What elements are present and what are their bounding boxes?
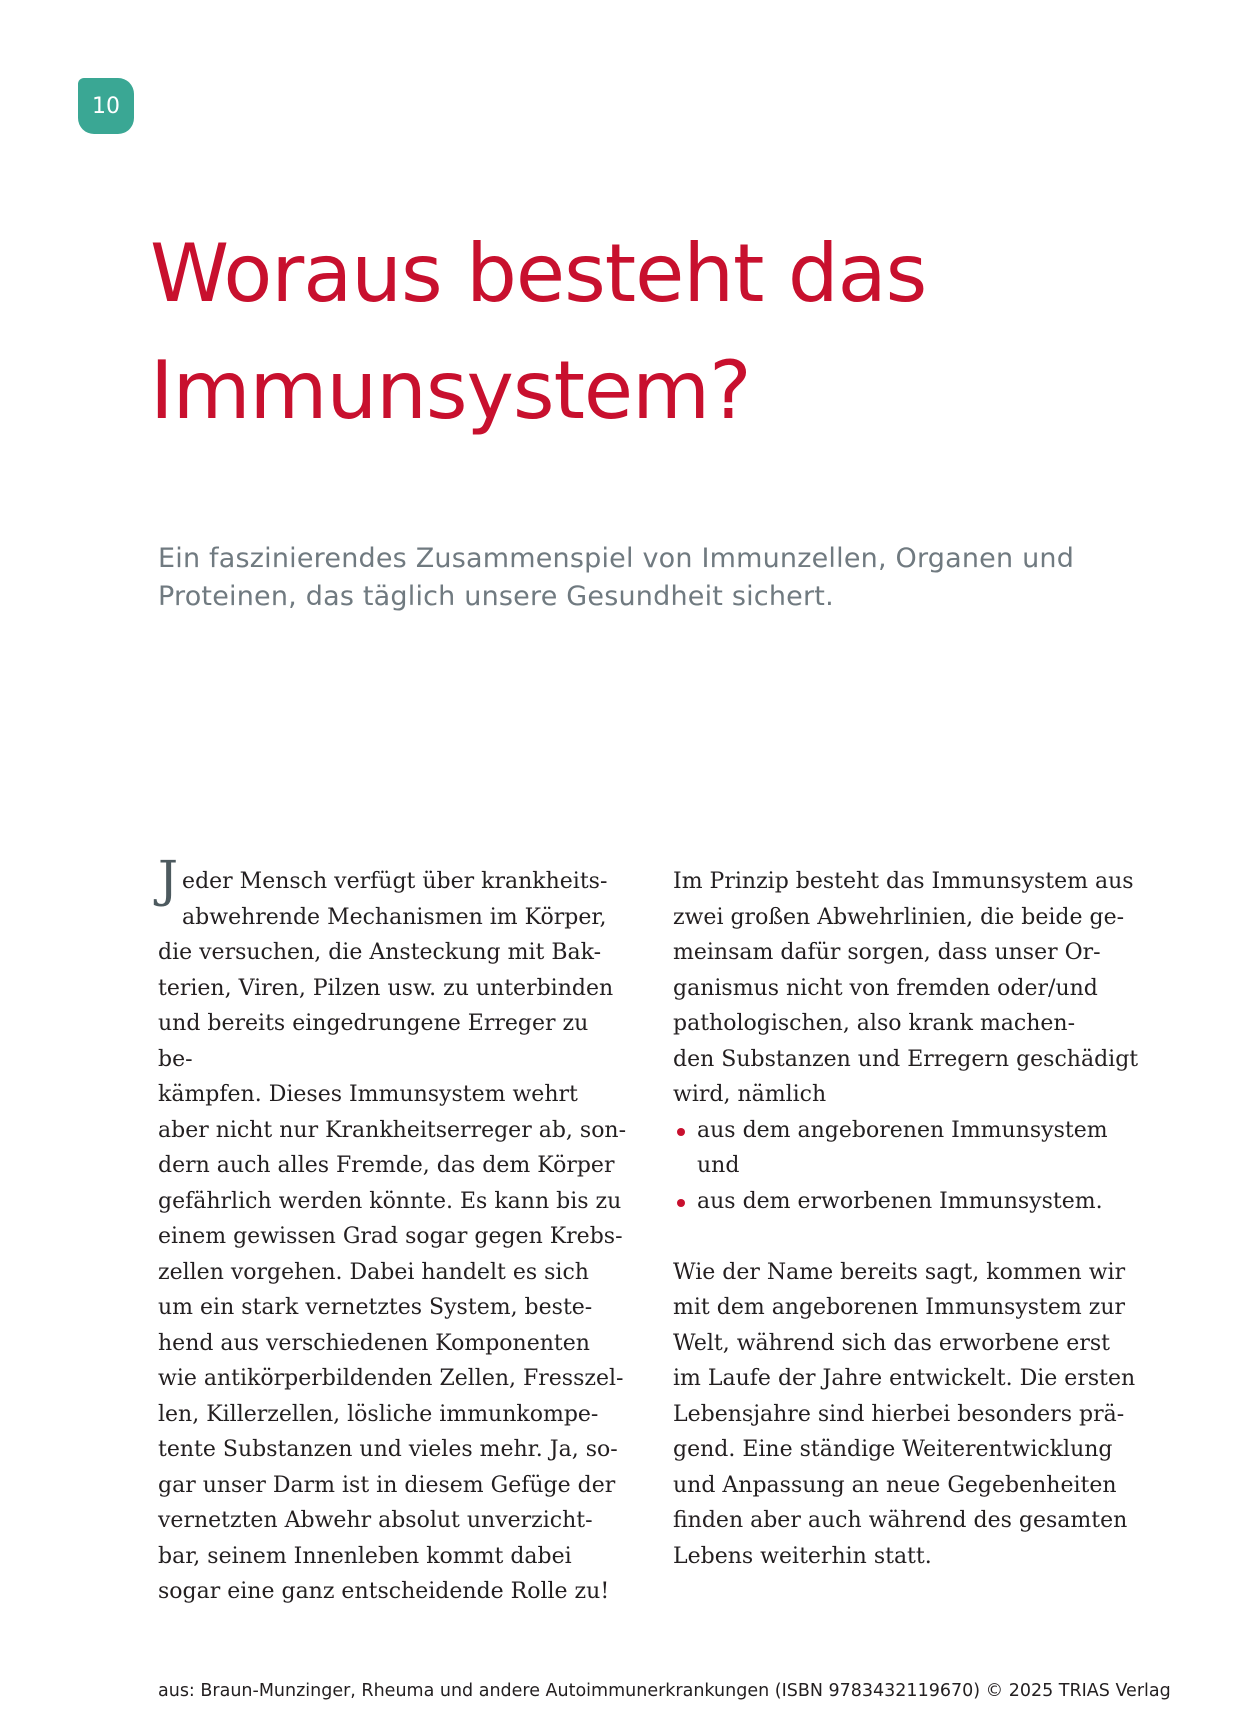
page-number-badge (78, 78, 134, 134)
text-line: meinsam dafür sorgen, dass unser Or- (673, 940, 1101, 965)
text-line: terien, Viren, Pilzen usw. zu unterbinden (158, 975, 614, 1001)
text-line: Im Prinzip besteht das Immunsystem aus (673, 869, 1134, 894)
text-line: abwehrende Mechanismen im Körper, (182, 904, 607, 930)
subtitle-line-1: Ein faszinierendes Zusammenspiel von Immunzellen, Organen und (158, 543, 1075, 574)
body-column-right (673, 864, 1143, 1574)
text-line: tente Substanzen und vieles mehr. Ja, so- (158, 1437, 618, 1462)
text-line: und bereits eingedrungene Erreger zu be- (158, 1011, 589, 1072)
text-line: pathologischen, also krank machen- (673, 1011, 1076, 1036)
text-line: kämpfen. Dieses Immunsystem wehrt (158, 1082, 578, 1107)
text-line: ganismus nicht von fremden oder/und (673, 975, 1098, 1001)
body-column-left (158, 850, 628, 1610)
text-line: gefährlich werden könnte. Es kann bis zu (158, 1188, 622, 1214)
text-line: und (697, 1153, 740, 1178)
text-line: aus dem erworbenen Immunsystem. (697, 1188, 1103, 1214)
list-item (673, 1113, 1143, 1184)
text-line: wie antikörperbildenden Zellen, Fresszel- (158, 1366, 624, 1391)
text-line: Wie der Name bereits sagt, kommen wir (673, 1259, 1126, 1285)
text-line: gar unser Darm ist in diesem Gefüge der (158, 1472, 616, 1498)
list-item (673, 1184, 1143, 1220)
text-line: zellen vorgehen. Dabei handelt es sich (158, 1259, 589, 1285)
title-line-2: Immunsystem? (150, 344, 751, 437)
text-line: die versuchen, die Ansteckung mit Bak- (158, 940, 602, 965)
text-line: gend. Eine ständige Weiterentwicklung (673, 1437, 1113, 1462)
text-line: um ein stark vernetztes System, beste- (158, 1295, 593, 1320)
body-paragraph-left (158, 850, 628, 1610)
text-line: vernetzten Abwehr absolut unverzicht- (158, 1508, 593, 1533)
text-line: dern auch alles Fremde, das dem Körper (158, 1153, 615, 1178)
text-line: den Substanzen und Erregern geschädigt (673, 1046, 1139, 1072)
text-line: mit dem angeborenen Immunsystem zur (673, 1295, 1126, 1320)
page-title (150, 215, 1150, 449)
text-line: Lebensjahre sind hierbei besonders prä- (673, 1401, 1125, 1427)
text-line: im Laufe der Jahre entwickelt. Die ersten (673, 1366, 1136, 1391)
text-line: und Anpassung an neue Gegebenheiten (673, 1472, 1117, 1498)
bullet-list (673, 1113, 1143, 1220)
text-line: aber nicht nur Krankheitserreger ab, son- (158, 1117, 627, 1143)
subtitle (158, 540, 1158, 616)
text-line: bar, seinem Innenleben kommt dabei (158, 1543, 572, 1569)
text-line: wird, nämlich (673, 1082, 827, 1107)
text-line: zwei großen Abwehrlinien, die beide ge- (673, 904, 1125, 930)
drop-cap: J (158, 850, 179, 908)
text-line: hend aus verschiedenen Komponenten (158, 1330, 590, 1356)
text-line: Lebens weiterhin statt. (673, 1543, 932, 1569)
text-line: len, Killerzellen, lösliche immunkompe- (158, 1401, 599, 1427)
subtitle-line-2: Proteinen, das täglich unsere Gesundheit sichert. (158, 581, 834, 612)
text-line: einem gewissen Grad sogar gegen Krebs- (158, 1224, 623, 1249)
text-line: finden aber auch während des gesamten (673, 1508, 1128, 1533)
body-paragraph-second (673, 1255, 1143, 1575)
text-line: sogar eine ganz entscheidende Rolle zu! (158, 1579, 610, 1604)
title-line-1: Woraus besteht das (150, 227, 927, 320)
page-number: 10 (92, 93, 120, 119)
text-line: eder Mensch verfügt über krankheits- (182, 869, 608, 894)
text-line: Welt, während sich das erworbene erst (673, 1330, 1110, 1356)
body-paragraph-intro (673, 864, 1143, 1113)
bullet-dot-icon (677, 1199, 685, 1207)
text-line: aus dem angeborenen Immunsystem (697, 1117, 1108, 1143)
bullet-dot-icon (677, 1128, 685, 1136)
source-footer: aus: Braun-Munzinger, Rheuma und andere Autoimmunerkrankungen (ISBN 9783432119670) © 2025 TRIAS Verlag (158, 1681, 1171, 1701)
